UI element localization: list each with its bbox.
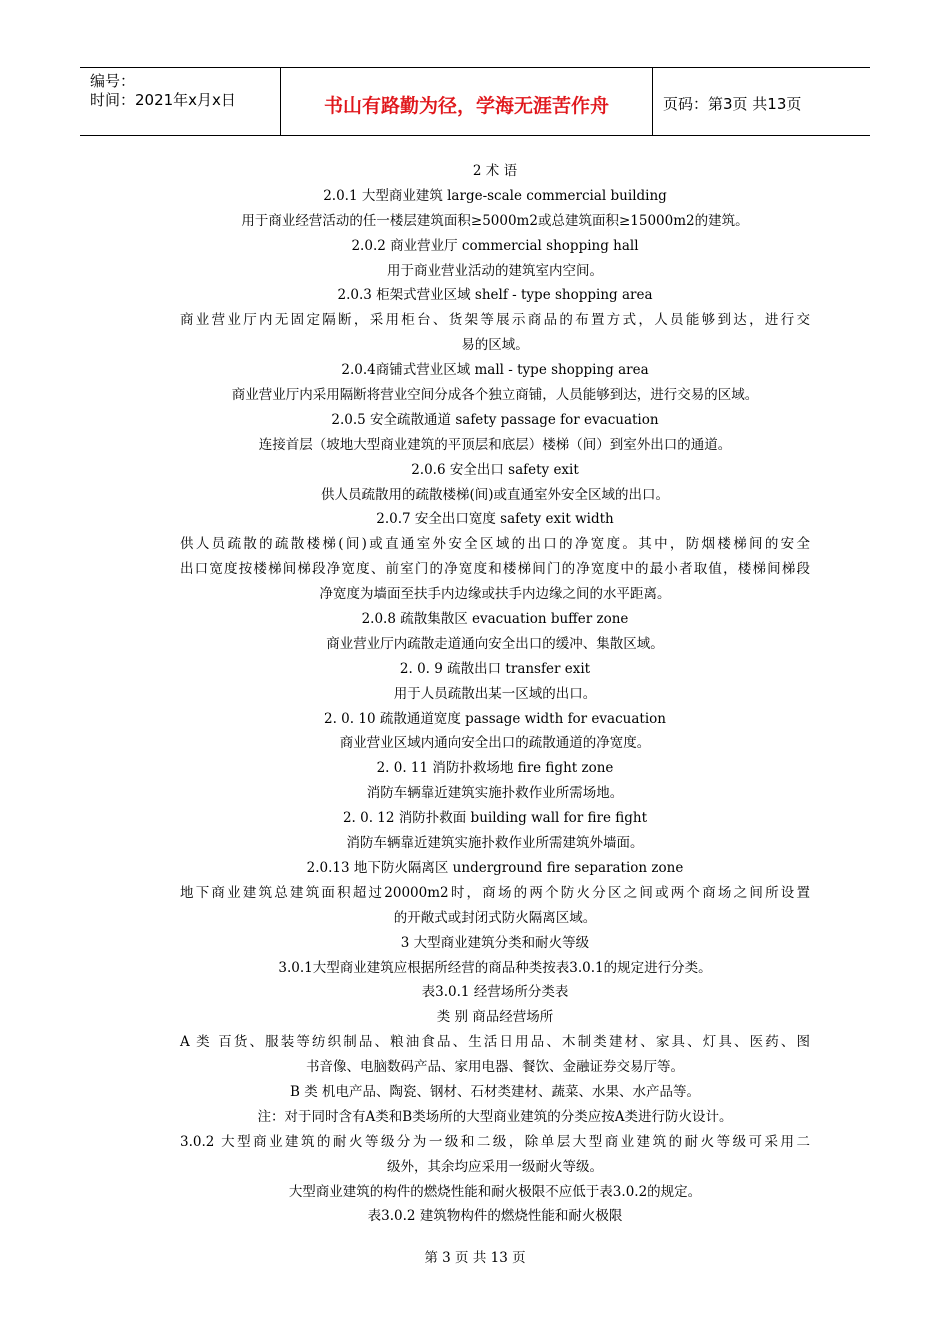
- text-line: 消防车辆靠近建筑实施扑救作业所需建筑外墙面。: [346, 835, 644, 852]
- text-line: 表3.0.1 经营场所分类表: [421, 984, 569, 1001]
- text-line: 商业营业区域内通向安全出口的疏散通道的净宽度。: [339, 735, 651, 752]
- text-line: 2.0.3 柜架式营业区域 shelf - type shopping area: [337, 287, 653, 304]
- text-line: 2.0.5 安全疏散通道 safety passage for evacuation: [331, 411, 659, 428]
- text-line: 用于商业营业活动的建筑室内空间。: [387, 262, 603, 279]
- text-line: 级外，其余均应采用一级耐火等级。: [387, 1158, 603, 1175]
- text-line: 2.0.13 地下防火隔离区 underground fire separation zone: [306, 859, 684, 876]
- text-line: 2. 0. 10 疏散通道宽度 passage width for evacuation: [324, 710, 666, 727]
- header-motto: 书山有路勤为径，学海无涯苦作舟: [281, 68, 653, 135]
- text-line: 商业营业厅内采用隔断将营业空间分成各个独立商铺，人员能够到达，进行交易的区域。: [231, 387, 759, 404]
- text-line: 2.0.4商铺式营业区域 mall - type shopping area: [341, 362, 649, 379]
- text-line: 2.0.1 大型商业建筑 large-scale commercial building: [323, 187, 667, 204]
- text-line: 商业营业厅内疏散走道通向安全出口的缓冲、集散区域。: [326, 635, 664, 652]
- text-line: 供人员疏散的疏散楼梯(间)或直通室外安全区域的出口的净宽度。其中，防烟楼梯间的安全: [180, 536, 810, 553]
- header-meta: [80, 68, 281, 135]
- text-line: 易的区域。: [461, 337, 529, 354]
- text-line: 消防车辆靠近建筑实施扑救作业所需场地。: [366, 785, 624, 802]
- text-line: 商业营业厅内无固定隔断，采用柜台、货架等展示商品的布置方式，人员能够到达，进行交: [180, 312, 810, 329]
- text-line: 注：对于同时含有A类和B类场所的大型商业建筑的分类应按A类进行防火设计。: [257, 1108, 733, 1125]
- text-line: 大型商业建筑的构件的燃烧性能和耐火极限不应低于表3.0.2的规定。: [288, 1183, 702, 1200]
- text-line: 表3.0.2 建筑物构件的燃烧性能和耐火极限: [367, 1208, 623, 1225]
- text-line: A 类 百货、服装等纺织制品、粮油食品、生活日用品、木制类建材、家具、灯具、医药、图: [180, 1034, 810, 1051]
- text-line: 2. 0. 11 消防扑救场地 fire fight zone: [376, 760, 614, 777]
- text-line: 2. 0. 9 疏散出口 transfer exit: [399, 660, 591, 677]
- text-line: 3 大型商业建筑分类和耐火等级: [400, 934, 590, 951]
- page-footer: 第 3 页 共 13 页: [424, 1250, 526, 1266]
- page-header: [80, 67, 870, 136]
- text-line: 用于商业经营活动的任一楼层建筑面积≥5000m2或总建筑面积≥15000m2的建筑。: [241, 212, 749, 229]
- text-line: 2.0.7 安全出口宽度 safety exit width: [376, 511, 614, 528]
- text-line: B 类 机电产品、陶瓷、钢材、石材类建材、蔬菜、水果、水产品等。: [289, 1083, 700, 1100]
- text-line: 的开敞式或封闭式防火隔离区域。: [393, 909, 597, 926]
- text-line: 书音像、电脑数码产品、家用电器、餐饮、金融证券交易厅等。: [306, 1059, 684, 1076]
- text-line: 3.0.1大型商业建筑应根据所经营的商品种类按表3.0.1的规定进行分类。: [278, 959, 712, 976]
- text-line: 净宽度为墙面至扶手内边缘或扶手内边缘之间的水平距离。: [319, 586, 671, 603]
- text-line: 类 别 商品经营场所: [436, 1009, 554, 1026]
- text-line: 连接首层（坡地大型商业建筑的平顶层和底层）楼梯（间）到室外出口的通道。: [258, 436, 732, 453]
- text-line: 2.0.6 安全出口 safety exit: [411, 461, 579, 478]
- text-line: 地下商业建筑总建筑面积超过20000m2时，商场的两个防火分区之间或两个商场之间所设置: [180, 884, 810, 901]
- text-line: 供人员疏散用的疏散楼梯(间)或直通室外安全区域的出口。: [320, 486, 670, 503]
- document-body: [180, 159, 810, 1229]
- text-line: 2.0.8 疏散集散区 evacuation buffer zone: [361, 611, 629, 628]
- text-line: 用于人员疏散出某一区域的出口。: [393, 685, 597, 702]
- document-time-label: 时间：2021年x月x日: [90, 91, 236, 109]
- text-line: 2 术 语: [472, 163, 518, 179]
- text-line: 出口宽度按楼梯间梯段净宽度、前室门的净宽度和楼梯间门的净宽度中的最小者取值，楼梯间梯段: [180, 561, 810, 578]
- document-number-label: 编号：: [90, 72, 136, 90]
- header-page-number: 页码：第3页 共13页: [663, 95, 802, 113]
- text-line: 3.0.2 大型商业建筑的耐火等级分为一级和二级，除单层大型商业建筑的耐火等级可采用二: [180, 1133, 810, 1150]
- text-line: 2.0.2 商业营业厅 commercial shopping hall: [351, 237, 639, 254]
- text-line: 2. 0. 12 消防扑救面 building wall for fire fight: [342, 810, 648, 827]
